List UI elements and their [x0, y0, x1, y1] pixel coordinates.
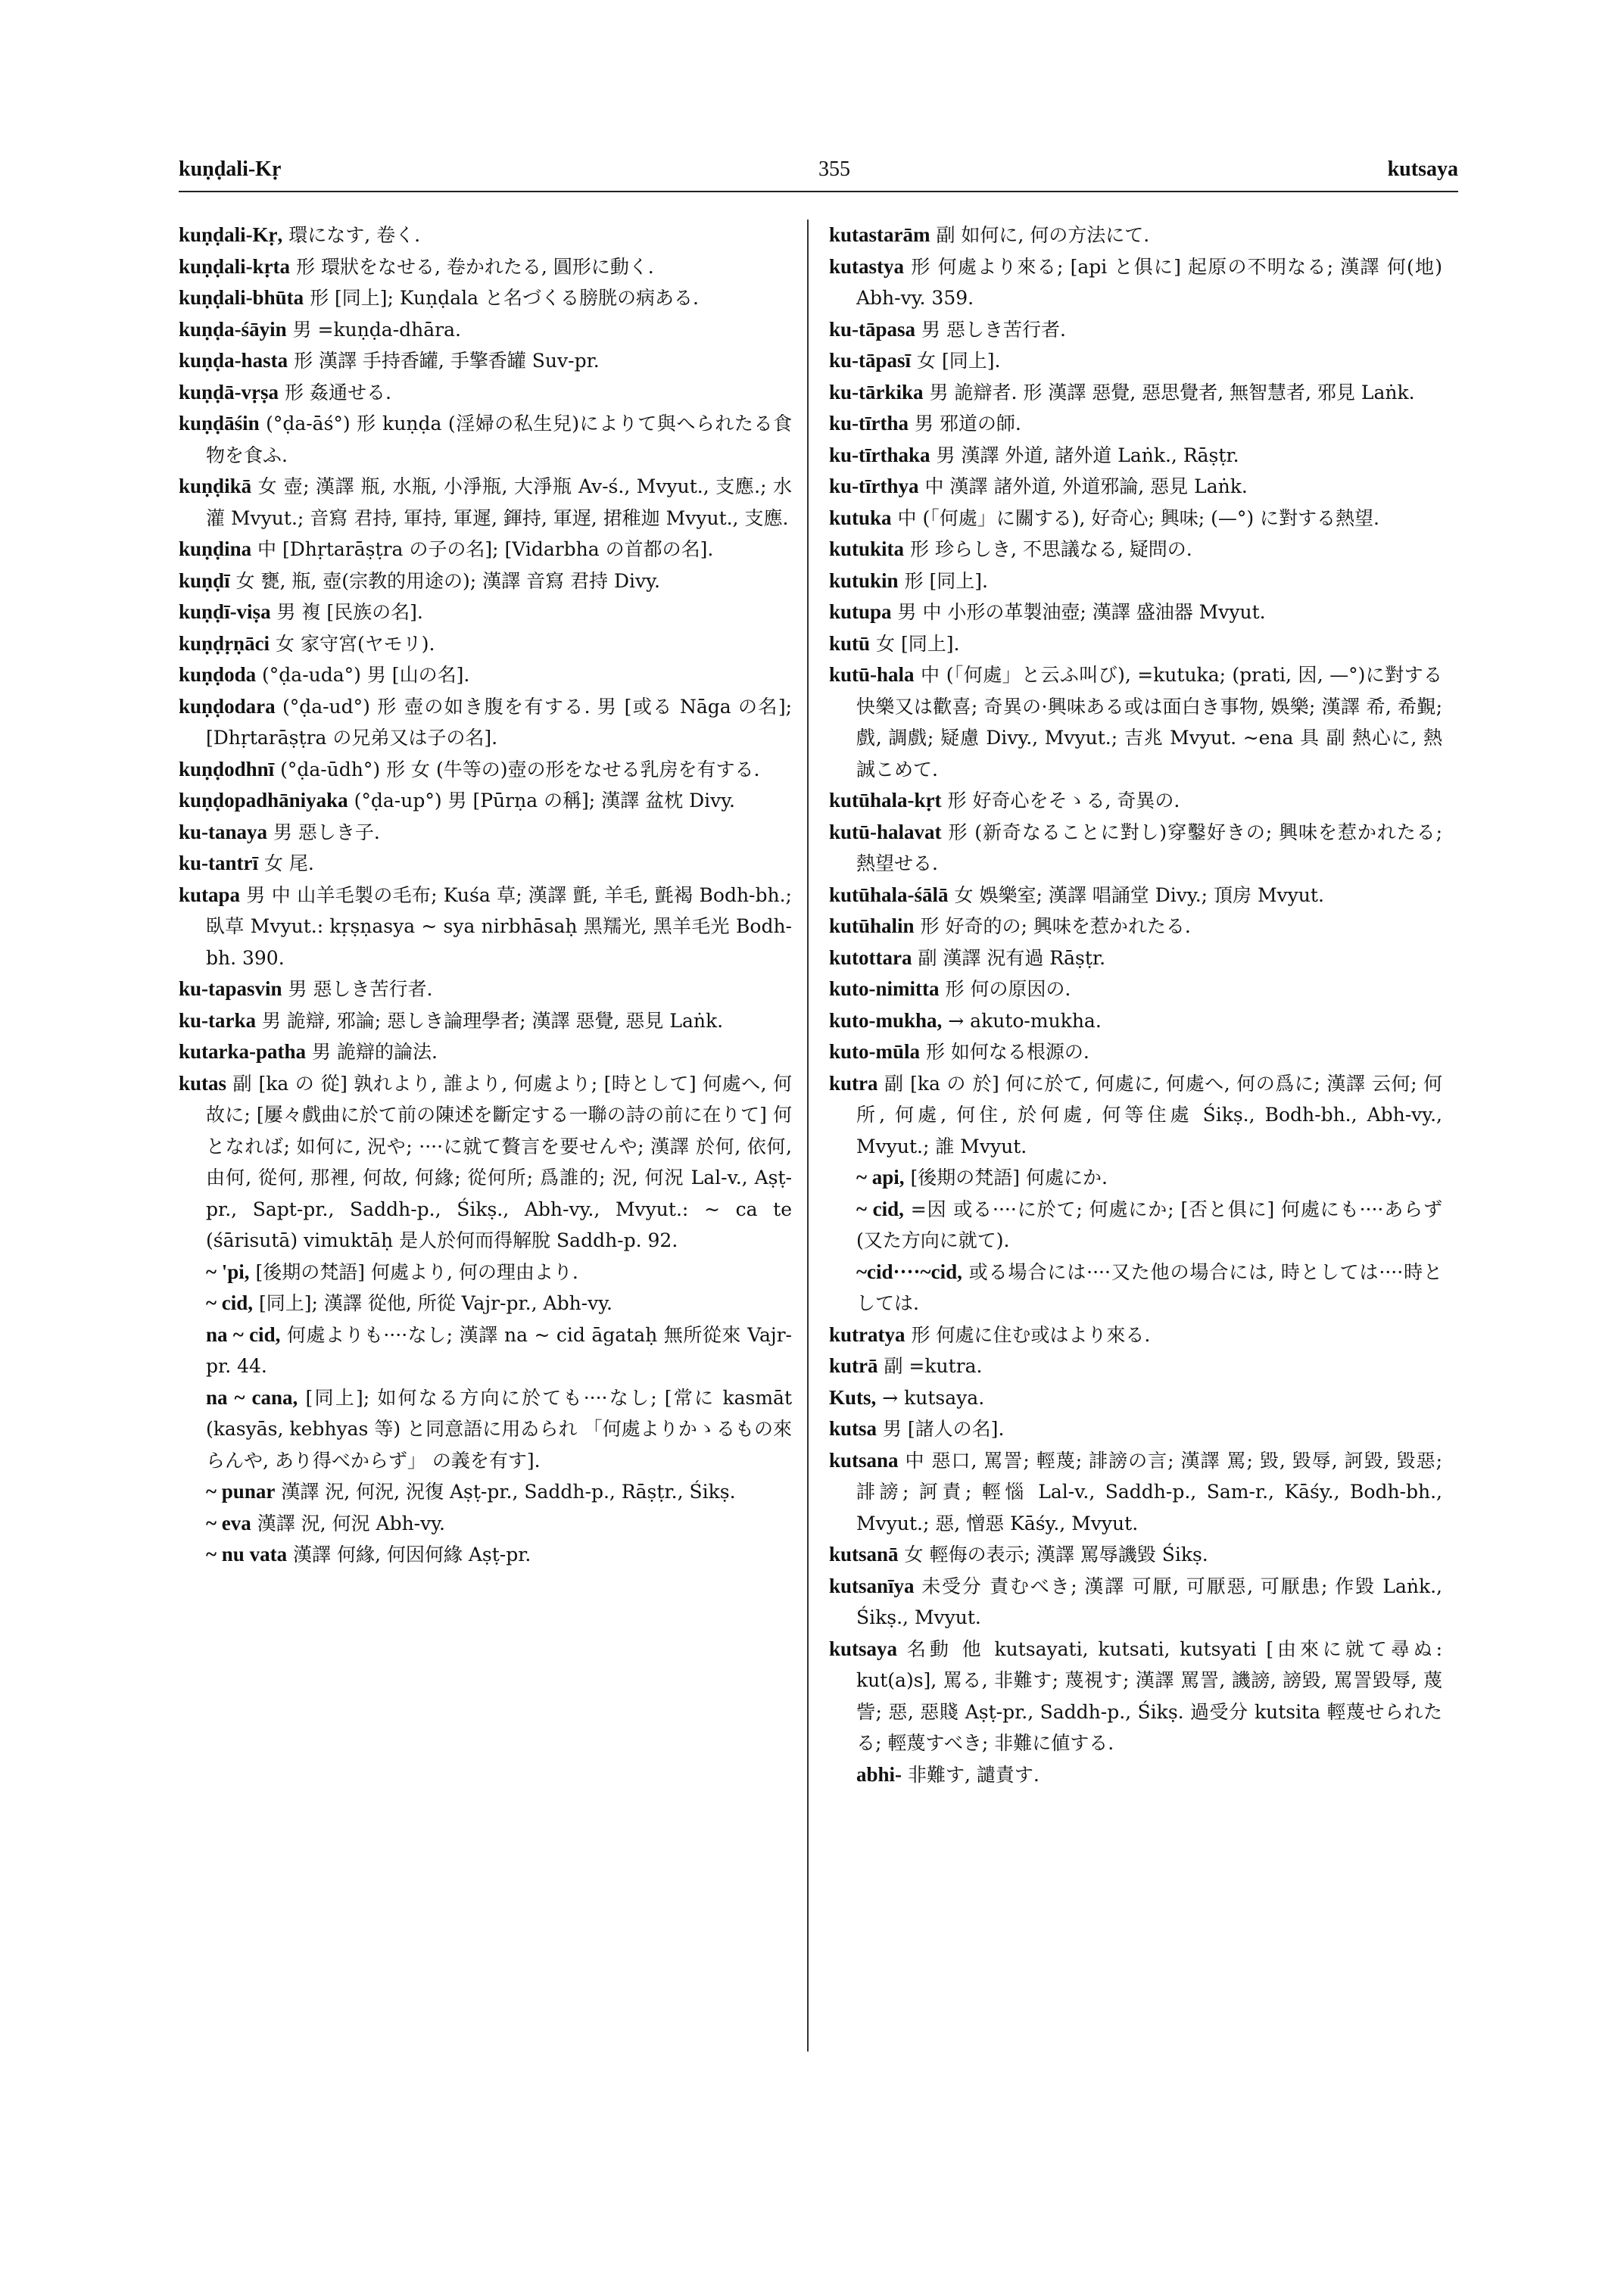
definition: 女 甕, 瓶, 壺(宗教的用途の); 漢譯 音寫 君持 Divy. — [235, 569, 660, 592]
definition: 副 漢譯 況有過 Rāṣṭr. — [918, 946, 1106, 969]
headword: ku-tantrī — [179, 852, 259, 874]
dictionary-entry — [829, 597, 1442, 628]
dictionary-entry — [829, 911, 1442, 942]
definition: (°ḍa-up°) 男 [Pūrṇa の稱]; 漢譯 盆枕 Divy. — [354, 790, 735, 812]
definition: 女 尾. — [263, 852, 314, 874]
dictionary-entry — [179, 1068, 792, 1257]
definition: 名動 他 kutsayati, kutsati, kutsyati [由來に就て尋ぬ: kut(a)s], 罵る, 非難す; 蔑視す; 漢譯 罵詈, 譏謗, 謗毀, 罵詈毀辱, 蔑訾; 惡, 惡賤 Aṣṭ-pr., Saddh-p., Śikṣ. 過受分 kutsita 輕蔑せられたる; 輕蔑すべき; 非難に値する. — [856, 1637, 1442, 1754]
headword: kuto-mukha, — [829, 1008, 943, 1032]
dictionary-entry — [829, 1068, 1442, 1163]
definition: 女 輕侮の表示; 漢譯 罵辱譏毀 Śikṣ. — [904, 1544, 1208, 1566]
definition: 男 詭辯, 邪論; 惡しき論理學者; 漢譯 惡覺, 惡見 Laṅk. — [261, 1009, 724, 1032]
headword: kutū-hala — [829, 663, 915, 686]
dictionary-entry — [179, 1036, 792, 1068]
dictionary-entry — [179, 471, 792, 534]
dictionary-entry — [179, 345, 792, 377]
dictionary-entry — [829, 628, 1442, 660]
headword: ~ 'pi, — [206, 1260, 250, 1283]
definition: 形 珍らしき, 不思議なる, 疑問の. — [910, 538, 1192, 560]
dictionary-entry — [829, 345, 1442, 377]
definition: 男 惡しき苦行者. — [921, 318, 1066, 341]
definition: =因 或る····に於て; 何處にか; [否と俱に] 何處にも····あらず(又た方向に就て). — [856, 1198, 1442, 1251]
definition: 形 好奇的の; 興味を惹かれたる. — [920, 915, 1191, 937]
definition: 或る場合には····又た他の場合には, 時としては····時としては. — [856, 1260, 1442, 1314]
headword: kutsana — [829, 1448, 899, 1472]
definition: (°ḍa-ūdh°) 形 女 (牛等の)壺の形をなせる乳房を有する. — [280, 758, 760, 780]
definition: (°ḍa-āś°) 形 kuṇḍa (淫婦の私生兒)によりて與へられたる食物を食ふ. — [206, 413, 792, 466]
definition: 環になす, 卷く. — [288, 224, 421, 246]
headword: kutūhalin — [829, 914, 915, 937]
definition: → akuto-mukha. — [948, 1009, 1102, 1032]
definition: 女 [同上]. — [917, 350, 1001, 372]
definition: 副 如何に, 何の方法にて. — [936, 224, 1150, 246]
definition: 未受分 責むべき; 漢譯 可厭, 可厭惡, 可厭患; 作毀 Laṅk., Śikṣ., Mvyut. — [856, 1575, 1442, 1628]
headword: ku-tīrthya — [829, 475, 919, 497]
headword: kuṇḍa-hasta — [179, 349, 288, 372]
definition: (°ḍa-uda°) 男 [山の名]. — [262, 664, 470, 686]
running-head-right: kutsaya — [1387, 157, 1458, 181]
dictionary-entry — [829, 942, 1442, 974]
dictionary-subentry — [179, 1539, 792, 1571]
headword: kuṇḍali-kṛta — [179, 254, 291, 278]
dictionary-subentry — [179, 1508, 792, 1540]
headword: kutastarām — [829, 223, 930, 246]
dictionary-entry — [829, 1445, 1442, 1540]
definition: 形 漢譯 手持香罐, 手擎香罐 Suv-pr. — [294, 350, 600, 372]
headword: ku-tarka — [179, 1008, 257, 1032]
headword: kutū-halavat — [829, 820, 942, 843]
headword: ku-tīrtha — [829, 412, 909, 435]
definition: [後期の梵語] 何處にか. — [910, 1167, 1108, 1189]
definition: 非難す, 譴責す. — [907, 1763, 1040, 1786]
definition: 形 [同上]; Kuṇḍala と名づくる膀胱の病ある. — [310, 287, 699, 309]
headword: kuṇḍoda — [179, 663, 257, 686]
dictionary-entry — [179, 220, 792, 251]
headword: kuto-mūla — [829, 1040, 921, 1063]
definition: 中 [Dhṛtarāṣṭra の子の名]; [Vidarbha の首都の名]. — [257, 538, 714, 560]
dictionary-entry — [179, 597, 792, 628]
column-divider — [807, 220, 809, 2052]
headword: kutukin — [829, 569, 899, 592]
dictionary-entry — [829, 659, 1442, 785]
headword: kuṇḍikā — [179, 475, 252, 497]
definition: 漢譯 何緣, 何因何緣 Aṣṭ-pr. — [293, 1544, 531, 1566]
headword: kuṇḍopadhāniyaka — [179, 789, 348, 812]
dictionary-entry — [179, 974, 792, 1005]
headword: kuṇḍodhnī — [179, 757, 275, 780]
definition: 副 =kutra. — [884, 1355, 983, 1377]
definition: 副 [ka の 從] 孰れより, 誰より, 何處より; [時として] 何處へ, 何故に; [屢々戲曲に於て前の陳述を斷定する一聯の詩の前に在りて] 何となれば; 如何に, 況や; ····に就て贅言を要せんや; 漢譯 於何, 依何, 由何, 從何, 那裡, 何故, 何緣; 從何所; 爲誰的; 況, 何況 Lal-v., Aṣṭ-pr., Sapt-pr., Saddh-p., Śikṣ., Abh-vy., Mvyut.: ~ ca te (śārisutā) vimuktāḥ 是人於何而得解脫 Saddh-p. 92. — [206, 1072, 792, 1251]
dictionary-entry — [829, 974, 1442, 1005]
headword: ~ eva — [206, 1511, 251, 1534]
page-header — [179, 157, 1458, 192]
dictionary-entry — [829, 817, 1442, 880]
definition: [同上]; 如何なる方向に於ても····なし; [常に kasmāt (kasyās, kebhyas 等) と同意語に用ゐられ 「何處よりかゝるもの來らんや, あり得べからず」 の義を有す]. — [206, 1386, 792, 1472]
definition: 形 好奇心をそゝる, 奇異の. — [947, 790, 1180, 812]
dictionary-entry — [829, 880, 1442, 911]
headword: ~ nu vata — [206, 1543, 288, 1566]
dictionary-entry — [179, 1005, 792, 1037]
definition: 男 詭辯者. 形 漢譯 惡覺, 惡思覺者, 無智慧者, 邪見 Laṅk. — [929, 381, 1415, 403]
definition: 男 複 [民族の名]. — [276, 601, 423, 623]
headword: kuṇḍāśin — [179, 412, 260, 435]
definition: [同上]; 漢譯 從他, 所從 Vajr-pr., Abh-vy. — [259, 1292, 613, 1314]
dictionary-entry — [829, 314, 1442, 346]
dictionary-subentry — [179, 1476, 792, 1508]
dictionary-entry — [829, 1382, 1442, 1414]
definition: 男 中 山羊毛製の毛布; Kuśa 草; 漢譯 氈, 羊毛, 氈褐 Bodh-bh.; 臥草 Mvyut.: kṛṣṇasya ~ sya nirbhāsaḥ 黑羺光, 黑羊毛光 Bodh-bh. 390. — [206, 883, 792, 969]
definition: 形 [同上]. — [904, 569, 988, 592]
dictionary-entry — [829, 440, 1442, 472]
dictionary-entry — [829, 408, 1442, 440]
dictionary-entry — [829, 251, 1442, 314]
headword: ku-tapasvin — [179, 977, 282, 1000]
definition: 女 家守宮(ヤモリ). — [276, 632, 435, 655]
dictionary-subentry — [829, 1257, 1442, 1319]
definition: 形 姦通せる. — [285, 381, 391, 403]
definition: [後期の梵語] 何處より, 何の理由より. — [255, 1260, 578, 1283]
headword: kutū — [829, 631, 871, 655]
dictionary-entry — [179, 659, 792, 691]
dictionary-entry — [179, 817, 792, 849]
dictionary-entry — [179, 282, 792, 314]
dictionary-entry — [179, 880, 792, 974]
headword: kutratya — [829, 1323, 906, 1346]
headword: abhi- — [856, 1762, 902, 1786]
headword: kuṇḍā-vṛṣa — [179, 380, 279, 403]
definition: 中 惡口, 罵詈; 輕蔑; 誹謗の言; 漢譯 罵; 毀, 毀辱, 訶毀, 毀惡; 誹謗; 訶責; 輕惱 Lal-v., Saddh-p., Sam-r., Kāśy., Bodh-bh., Mvyut.; 惡, 憎惡 Kāśy., Mvyut. — [856, 1449, 1442, 1534]
definition: 形 何の原因の. — [945, 978, 1071, 1000]
headword: kutūhala-kṛt — [829, 789, 942, 812]
headword: kuṇḍṛṇāci — [179, 631, 270, 655]
definition: 男 =kuṇḍa-dhāra. — [292, 318, 461, 341]
dictionary-subentry — [829, 1194, 1442, 1257]
headword: kutrā — [829, 1354, 878, 1377]
definition: → kutsaya. — [882, 1386, 985, 1409]
headword: kutottara — [829, 946, 912, 969]
headword: ~ cid, — [206, 1291, 254, 1314]
dictionary-entry — [179, 377, 792, 409]
definition: (°ḍa-ud°) 形 壺の如き腹を有する. 男 [或る Nāga の名]; [Dhṛtarāṣṭra の兄弟又は子の名]. — [206, 695, 792, 749]
headword: ku-tanaya — [179, 820, 268, 843]
definition: 男 惡しき子. — [273, 821, 380, 843]
headword: kutukita — [829, 537, 905, 560]
headword: kuṇḍī-viṣa — [179, 600, 271, 623]
definition: 中 (「何處」と云ふ叫び), =kutuka; (prati, 因, —°)に對する快樂又は歡喜; 奇異の·興味ある或は面白き事物, 娛樂; 漢譯 希, 希覲; 戲, 調戲; 疑慮 Divy., Mvyut.; 吉兆 Mvyut. ~ena 具 副 熱心に, 熱誠こめて. — [856, 664, 1443, 780]
headword: ku-tāpasa — [829, 317, 916, 341]
headword: kutas — [179, 1071, 227, 1095]
headword: ~cid····~cid, — [856, 1260, 962, 1283]
dictionary-entry — [179, 754, 792, 786]
dictionary-entry — [829, 471, 1442, 503]
headword: kutūhala-śālā — [829, 883, 949, 906]
headword: kutarka-patha — [179, 1040, 307, 1063]
definition: 形 如何なる根源の. — [925, 1041, 1089, 1063]
dictionary-entry — [179, 848, 792, 880]
dictionary-entry — [829, 1571, 1442, 1634]
definition: 男 漢譯 外道, 諸外道 Laṅk., Rāṣṭr. — [936, 444, 1239, 466]
dictionary-subentry — [829, 1162, 1442, 1194]
headword: na ~ cid, — [206, 1323, 281, 1346]
headword: kutupa — [829, 600, 892, 623]
headword: ~ api, — [856, 1166, 905, 1189]
dictionary-entry — [829, 1413, 1442, 1445]
headword: kutuka — [829, 506, 892, 529]
dictionary-entry — [179, 314, 792, 346]
dictionary-entry — [829, 1539, 1442, 1571]
dictionary-entry — [179, 565, 792, 597]
dictionary-entry — [179, 691, 792, 754]
dictionary-entry — [179, 628, 792, 660]
dictionary-subentry — [179, 1288, 792, 1319]
dictionary-entry — [829, 1036, 1442, 1068]
dictionary-subentry — [179, 1319, 792, 1382]
definition: 副 [ka の 於] 何に於て, 何處に, 何處へ, 何の爲に; 漢譯 云何; 何所, 何處, 何住, 於何處, 何等住處 Śikṣ., Bodh-bh., Abh-vy., Mvyut.; 誰 Mvyut. — [856, 1072, 1443, 1157]
headword: na ~ cana, — [206, 1385, 298, 1409]
definition: 女 [同上]. — [876, 632, 960, 655]
headword: ~ punar — [206, 1480, 276, 1503]
dictionary-entry — [829, 503, 1442, 534]
definition: 女 娛樂室; 漢譯 唱誦堂 Divy.; 頂房 Mvyut. — [954, 883, 1324, 906]
dictionary-entry — [829, 377, 1442, 409]
headword: kutapa — [179, 883, 241, 906]
headword: ~ cid, — [856, 1197, 904, 1220]
headword: kuṇḍina — [179, 537, 252, 560]
right-column — [829, 220, 1442, 1790]
definition: 女 壺; 漢譯 瓶, 水瓶, 小淨瓶, 大淨瓶 Av-ś., Mvyut., 支應.; 水灌 Mvyut.; 音寫 君持, 軍持, 軍遲, 鍕持, 軍遅, 捃稚迦 Mvyut., 支應. — [206, 475, 793, 529]
headword: kutsanīya — [829, 1574, 915, 1597]
dictionary-subentry — [179, 1382, 792, 1477]
headword: kuṇḍī — [179, 569, 230, 592]
dictionary-entry — [179, 408, 792, 471]
headword: kutsaya — [829, 1637, 898, 1660]
dictionary-entry — [829, 534, 1442, 565]
headword: kuṇḍali-Kṛ, — [179, 223, 283, 246]
dictionary-entry — [179, 251, 792, 283]
headword: ku-tīrthaka — [829, 443, 930, 466]
left-column — [179, 220, 792, 1571]
definition: 中 漢譯 諸外道, 外道邪論, 惡見 Laṅk. — [924, 475, 1248, 497]
headword: ku-tāpasī — [829, 349, 912, 372]
dictionary-entry — [829, 1005, 1442, 1037]
dictionary-entry — [829, 1634, 1442, 1759]
headword: kutra — [829, 1071, 878, 1095]
definition: 男 中 小形の革製油壺; 漢譯 盛油器 Mvyut. — [897, 601, 1266, 623]
headword: ku-tārkika — [829, 380, 924, 403]
headword: kutsanā — [829, 1543, 899, 1566]
definition: 形 何處より來る; [api と俱に] 起原の不明なる; 漢譯 何(地) Abh-vy. 359. — [856, 255, 1443, 309]
headword: kuṇḍa-śāyin — [179, 317, 287, 341]
dictionary-entry — [179, 785, 792, 817]
definition: 形 (新奇なることに對し)穿鑿好きの; 興味を惹かれたる; 熱望せる. — [856, 821, 1442, 874]
dictionary-entry — [829, 785, 1442, 817]
definition: 男 惡しき苦行者. — [288, 978, 433, 1000]
dictionary-entry — [829, 1319, 1442, 1351]
dictionary-subentry — [179, 1257, 792, 1288]
dictionary-entry — [179, 534, 792, 565]
definition: 漢譯 況, 何況 Abh-vy. — [257, 1512, 446, 1534]
definition: 形 何處に住む或はより來る. — [911, 1323, 1151, 1346]
headword: kuṇḍodara — [179, 694, 276, 718]
dictionary-entry — [829, 1351, 1442, 1382]
definition: 漢譯 況, 何況, 況復 Aṣṭ-pr., Saddh-p., Rāṣṭr., Śikṣ. — [281, 1481, 736, 1503]
definition: 男 [諸人の名]. — [882, 1418, 1005, 1440]
headword: Kuts, — [829, 1385, 877, 1409]
dictionary-subentry — [829, 1759, 1442, 1791]
dictionary-entry — [829, 220, 1442, 251]
dictionary-entry — [829, 565, 1442, 597]
running-head-left: kuṇḍali-Kṛ — [179, 157, 282, 181]
headword: kuṇḍali-bhūta — [179, 286, 304, 309]
definition: 中 (「何處」に關する), 好奇心; 興味; (—°) に對する熱望. — [897, 506, 1380, 529]
definition: 男 邪道の師. — [914, 413, 1021, 435]
definition: 何處よりも····なし; 漢譯 na ~ cid āgataḥ 無所從來 Vajr-pr. 44. — [206, 1323, 793, 1377]
definition: 形 環狀をなせる, 卷かれたる, 圓形に動く. — [296, 255, 654, 278]
definition: 男 詭辯的論法. — [312, 1041, 438, 1063]
page-number: 355 — [818, 157, 850, 181]
headword: kuto-nimitta — [829, 977, 940, 1000]
headword: kutsa — [829, 1417, 877, 1440]
headword: kutastya — [829, 254, 905, 278]
